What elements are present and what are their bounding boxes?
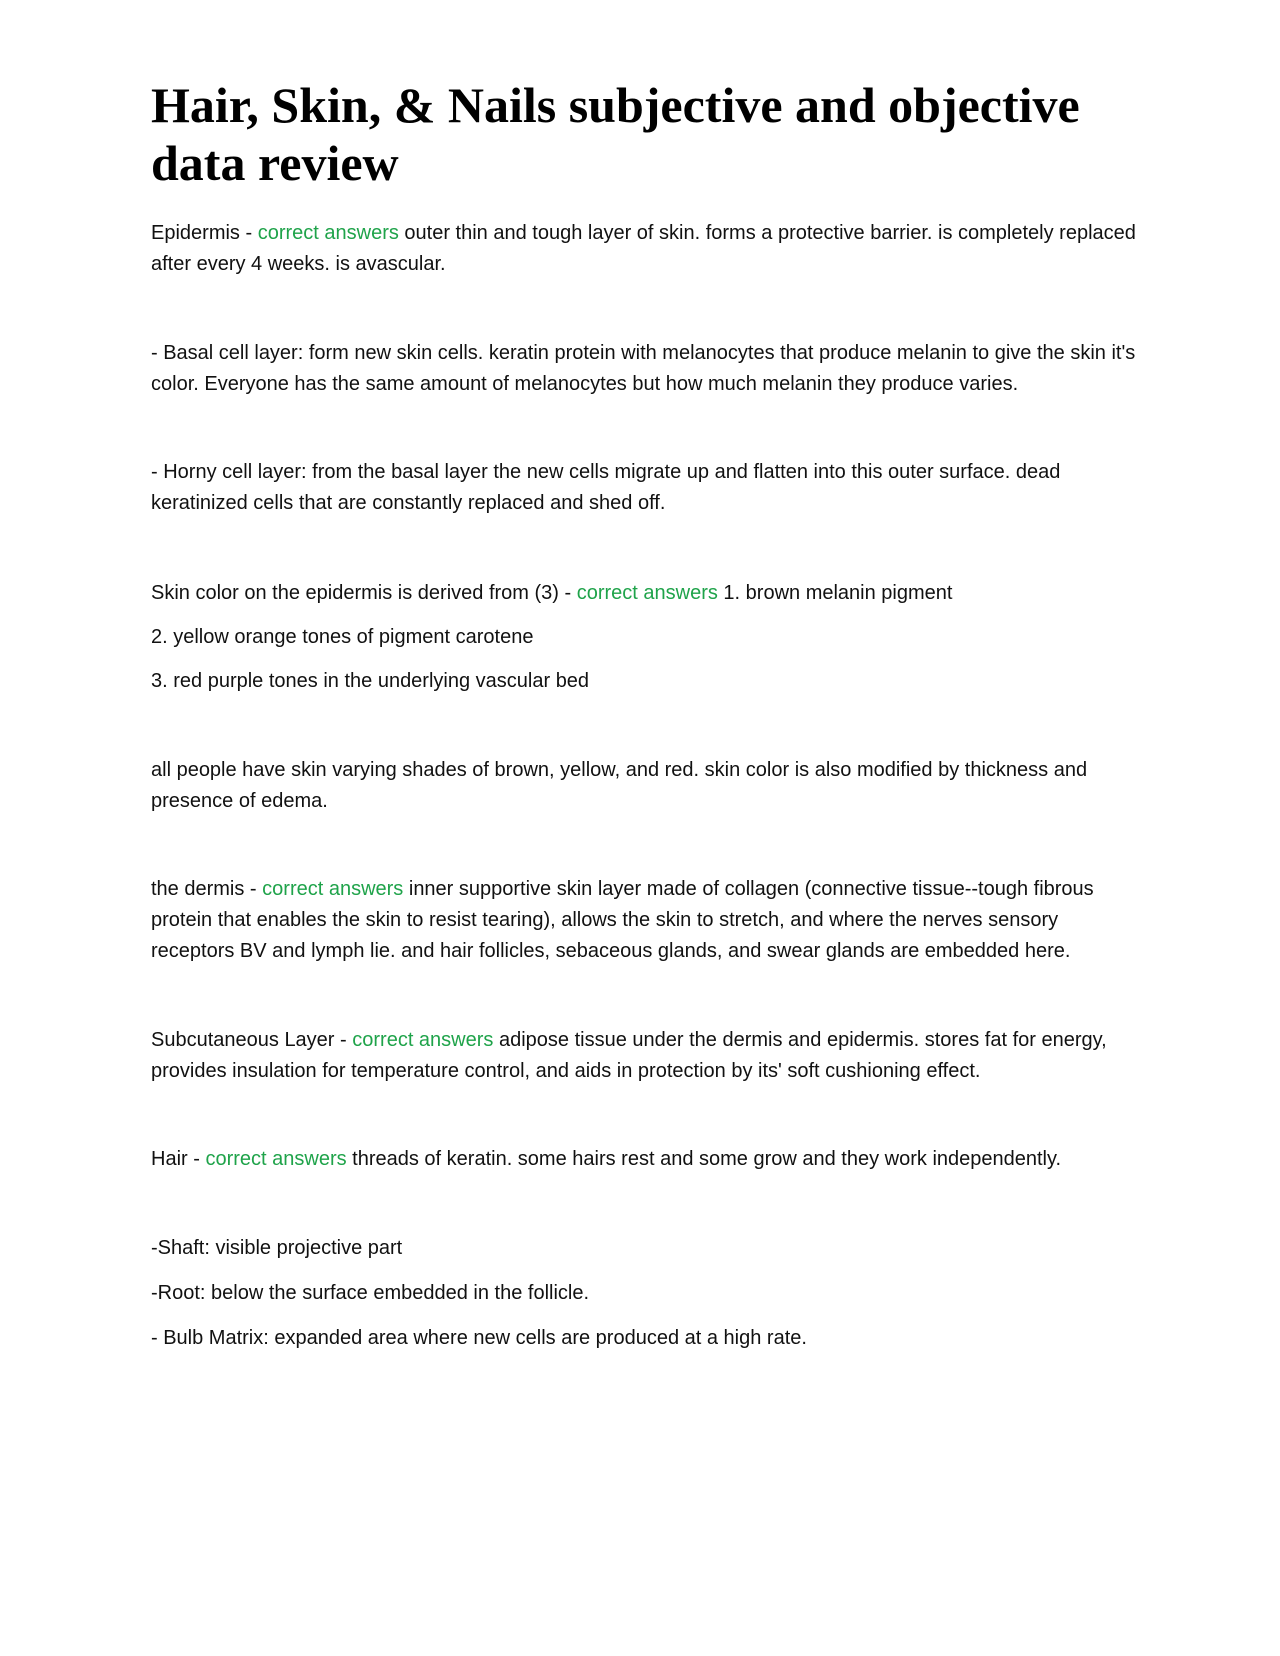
correct-answers-label: correct answers xyxy=(576,582,718,604)
skin-color-term: Skin color on the epidermis is derived from (3) - xyxy=(151,582,577,604)
correct-answers-label: correct answers xyxy=(262,878,404,900)
skin-color-item-3: 3. red purple tones in the underlying vascular bed xyxy=(151,670,590,692)
document-body xyxy=(151,218,1141,1354)
dermis-paragraph xyxy=(151,874,1141,967)
hair-shaft-item: -Shaft: visible projective part xyxy=(151,1237,403,1259)
epidermis-answer: outer thin and tough layer of skin. forms a protective barrier. is completely replaced after every 4 weeks. is avascular. xyxy=(151,222,1136,275)
subcutaneous-paragraph xyxy=(151,1025,1141,1087)
dermis-answer: inner supportive skin layer made of collagen (connective tissue--tough fibrous protein that enables the skin to resist tearing), allows the skin to stretch, and where the nerves sensory receptors BV and lymph lie. and hair follicles, sebaceous glands, and swear glands are embedded here. xyxy=(151,878,1094,962)
hair-term: Hair - xyxy=(151,1148,206,1170)
correct-answers-label: correct answers xyxy=(352,1029,494,1051)
basal-cell-paragraph: - Basal cell layer: form new skin cells. keratin protein with melanocytes that produce melanin to give the skin it's color. Everyone has the same amount of melanocytes but how much melanin they produce varies. xyxy=(151,342,1136,395)
epidermis-term: Epidermis - xyxy=(151,222,258,244)
hair-paragraph xyxy=(151,1144,1141,1175)
dermis-term: the dermis - xyxy=(151,878,263,900)
skin-color-paragraph xyxy=(151,578,1141,609)
correct-answers-label: correct answers xyxy=(257,222,399,244)
horny-cell-paragraph: - Horny cell layer: from the basal layer the new cells migrate up and flatten into this outer surface. dead keratinized cells that are constantly replaced and shed off. xyxy=(151,461,1061,514)
bulb-matrix-item: - Bulb Matrix: expanded area where new cells are produced at a high rate. xyxy=(151,1327,807,1349)
correct-answers-label: correct answers xyxy=(205,1148,347,1170)
skin-color-item-2: 2. yellow orange tones of pigment carotene xyxy=(151,626,534,648)
subcutaneous-answer: adipose tissue under the dermis and epidermis. stores fat for energy, provides insulation for temperature control, and aids in protection by its' soft cushioning effect. xyxy=(151,1029,1107,1082)
hair-answer: threads of keratin. some hairs rest and some grow and they work independently. xyxy=(346,1148,1062,1170)
hair-root-item: -Root: below the surface embedded in the follicle. xyxy=(151,1282,590,1304)
epidermis-paragraph xyxy=(151,218,1141,280)
document-title: Hair, Skin, & Nails subjective and objective data review xyxy=(151,77,1080,191)
subcutaneous-term: Subcutaneous Layer - xyxy=(151,1029,353,1051)
all-people-paragraph: all people have skin varying shades of brown, yellow, and red. skin color is also modified by thickness and presence of edema. xyxy=(151,759,1088,812)
document-page xyxy=(151,76,1141,1354)
skin-color-answer: 1. brown melanin pigment xyxy=(717,582,953,604)
